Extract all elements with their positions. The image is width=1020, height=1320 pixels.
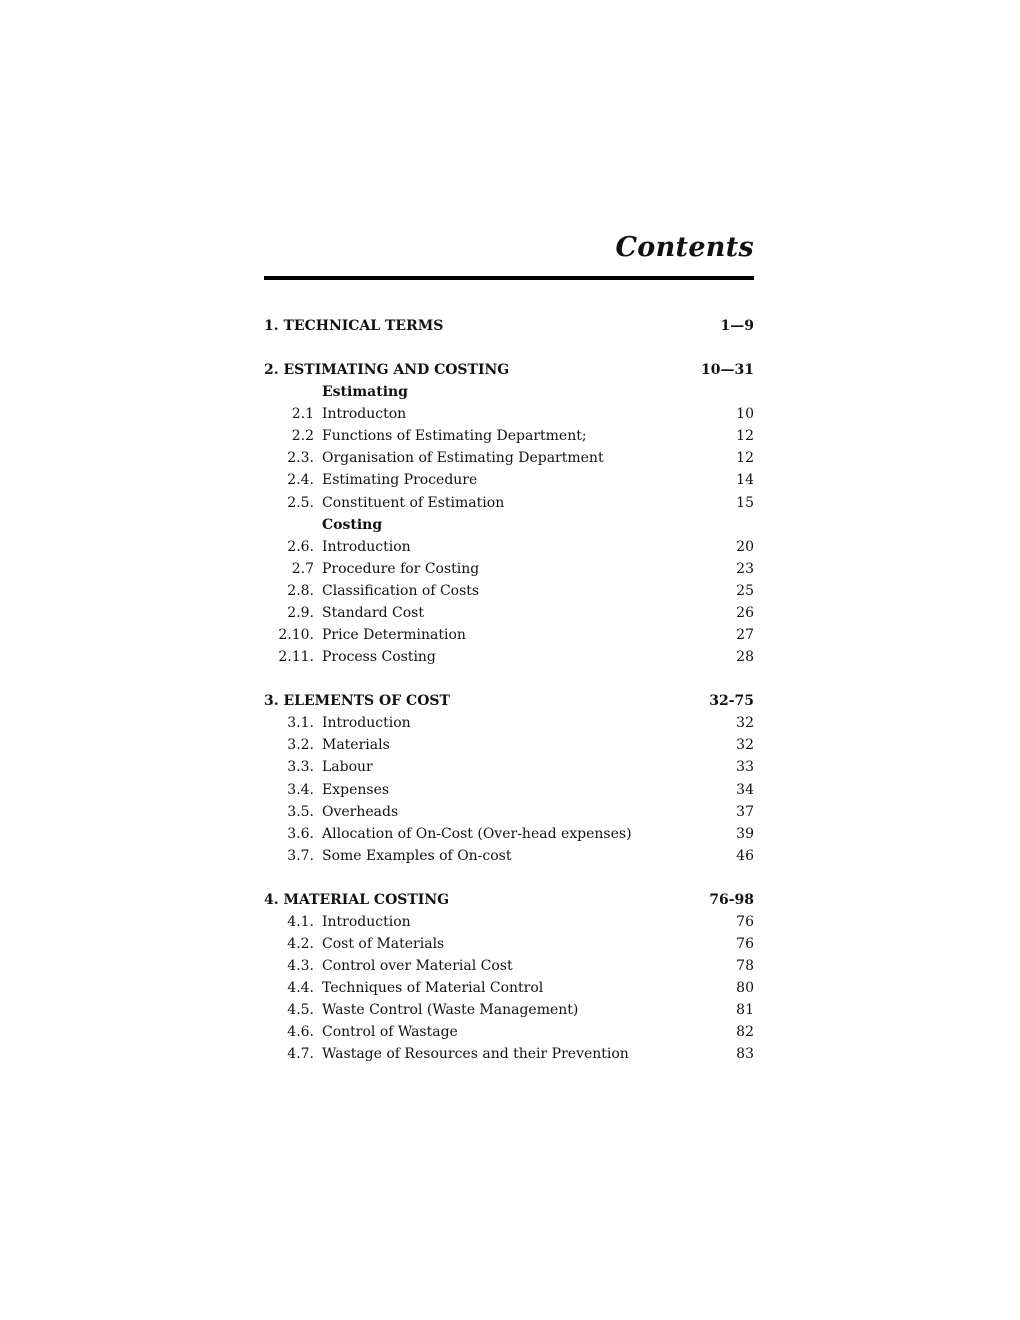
toc-item-page: 15 — [736, 494, 754, 511]
toc-item-page: 32 — [736, 715, 754, 732]
toc-item-row — [264, 646, 754, 668]
toc-item-number: 2.7 — [291, 560, 314, 577]
toc-chapter-row — [264, 315, 754, 337]
toc-item-number: 2.11. — [278, 649, 314, 666]
toc-heading-label: Estimating — [322, 384, 408, 401]
toc-item-page: 27 — [736, 627, 754, 644]
toc-item-row — [264, 734, 754, 756]
toc-item-page: 76 — [736, 913, 754, 930]
toc-item-label: Control over Material Cost — [322, 958, 513, 975]
toc-item-number: 2.5. — [287, 494, 314, 511]
toc-item-label: Introduction — [322, 538, 411, 555]
toc-item-label: Estimating Procedure — [322, 472, 478, 489]
toc-item-label: Constituent of Estimation — [322, 494, 505, 511]
toc-page-range: 10—31 — [701, 361, 754, 378]
toc-item-label: Waste Control (Waste Management) — [322, 1002, 579, 1019]
toc-item-page: 10 — [736, 406, 754, 423]
toc-item-row — [264, 580, 754, 602]
toc-page-range: 76-98 — [709, 891, 754, 908]
table-of-contents — [264, 315, 754, 1066]
toc-item-page: 76 — [736, 936, 754, 953]
toc-item-label: Procedure for Costing — [322, 560, 480, 577]
page-title: Contents — [615, 232, 754, 263]
toc-item-label: Introducton — [322, 406, 407, 423]
toc-item-label: Cost of Materials — [322, 936, 445, 953]
toc-chapter-title: 3. ELEMENTS OF COST — [264, 693, 450, 710]
toc-item-page: 80 — [736, 980, 754, 997]
toc-item-number: 4.7. — [287, 1046, 314, 1063]
toc-item-number: 3.2. — [287, 737, 314, 754]
toc-page-range: 32-75 — [709, 693, 754, 710]
toc-heading-label: Costing — [322, 516, 383, 533]
toc-item-label: Wastage of Resources and their Prevention — [322, 1046, 629, 1063]
toc-item-row — [264, 756, 754, 778]
toc-item-label: Functions of Estimating Department; — [322, 428, 587, 445]
toc-item-number: 4.5. — [287, 1002, 314, 1019]
toc-item-number: 4.4. — [287, 980, 314, 997]
toc-item-number: 2.9. — [287, 605, 314, 622]
title-rule — [264, 276, 754, 280]
toc-item-number: 3.4. — [287, 781, 314, 798]
toc-item-number: 2.8. — [287, 582, 314, 599]
toc-item-page: 14 — [736, 472, 754, 489]
toc-item-page: 12 — [736, 450, 754, 467]
toc-item-row — [264, 779, 754, 801]
toc-item-row — [264, 911, 754, 933]
toc-item-page: 20 — [736, 538, 754, 555]
toc-item-row — [264, 977, 754, 999]
toc-item-label: Control of Wastage — [322, 1024, 458, 1041]
toc-item-row — [264, 845, 754, 867]
toc-item-label: Introduction — [322, 913, 411, 930]
toc-item-page: 46 — [736, 847, 754, 864]
toc-item-label: Techniques of Material Control — [322, 980, 544, 997]
toc-item-page: 12 — [736, 428, 754, 445]
toc-item-row — [264, 712, 754, 734]
toc-item-page: 25 — [736, 582, 754, 599]
toc-item-page: 37 — [736, 803, 754, 820]
toc-item-page: 23 — [736, 560, 754, 577]
toc-item-number: 3.3. — [287, 759, 314, 776]
toc-item-label: Overheads — [322, 803, 399, 820]
toc-item-page: 39 — [736, 825, 754, 842]
toc-item-row — [264, 955, 754, 977]
toc-item-label: Process Costing — [322, 649, 436, 666]
toc-item-label: Labour — [322, 759, 373, 776]
toc-item-label: Standard Cost — [322, 605, 424, 622]
toc-item-row — [264, 624, 754, 646]
toc-item-number: 2.3. — [287, 450, 314, 467]
toc-item-number: 4.2. — [287, 936, 314, 953]
toc-item-row — [264, 558, 754, 580]
toc-item-label: Price Determination — [322, 627, 466, 644]
toc-item-row — [264, 602, 754, 624]
toc-item-row — [264, 823, 754, 845]
toc-item-page: 83 — [736, 1046, 754, 1063]
toc-item-row — [264, 469, 754, 491]
toc-item-number: 4.6. — [287, 1024, 314, 1041]
toc-item-row — [264, 933, 754, 955]
toc-item-label: Materials — [322, 737, 390, 754]
toc-item-number: 3.6. — [287, 825, 314, 842]
toc-chapter-row — [264, 889, 754, 911]
toc-item-row — [264, 999, 754, 1021]
toc-item-number: 4.3. — [287, 958, 314, 975]
toc-item-row — [264, 1021, 754, 1043]
toc-item-page: 28 — [736, 649, 754, 666]
toc-item-label: Expenses — [322, 781, 390, 798]
toc-item-page: 33 — [736, 759, 754, 776]
toc-item-number: 3.1. — [287, 715, 314, 732]
toc-item-number: 2.6. — [287, 538, 314, 555]
toc-page-range: 1—9 — [720, 318, 754, 334]
toc-item-label: Organisation of Estimating Department — [322, 450, 604, 467]
toc-item-label: Introduction — [322, 715, 411, 732]
toc-chapter-row — [264, 690, 754, 712]
toc-section-heading — [264, 514, 754, 536]
toc-item-page: 26 — [736, 605, 754, 622]
toc-chapter-title: 4. MATERIAL COSTING — [264, 891, 450, 908]
toc-item-number: 3.7. — [287, 847, 314, 864]
toc-item-number: 4.1. — [287, 913, 314, 930]
toc-item-row — [264, 801, 754, 823]
toc-item-row — [264, 536, 754, 558]
toc-item-number: 2.4. — [287, 472, 314, 489]
toc-item-number: 3.5. — [287, 803, 314, 820]
toc-item-label: Classification of Costs — [322, 582, 480, 599]
toc-item-number: 2.10. — [278, 627, 314, 644]
toc-item-row — [264, 425, 754, 447]
toc-item-number: 2.2 — [291, 428, 314, 445]
toc-chapter-title: 2. ESTIMATING AND COSTING — [264, 361, 510, 378]
toc-item-label: Allocation of On-Cost (Over-head expenses) — [322, 825, 632, 842]
toc-item-page: 34 — [736, 781, 754, 798]
toc-item-page: 78 — [736, 958, 754, 975]
toc-item-row — [264, 1043, 754, 1065]
toc-item-row — [264, 403, 754, 425]
toc-item-number: 2.1 — [291, 406, 314, 423]
toc-item-page: 81 — [736, 1002, 754, 1019]
toc-item-page: 32 — [736, 737, 754, 754]
toc-section-heading — [264, 381, 754, 403]
toc-item-row — [264, 447, 754, 469]
toc-item-page: 82 — [736, 1024, 754, 1041]
toc-item-label: Some Examples of On-cost — [322, 847, 512, 864]
toc-chapter-title: 1. TECHNICAL TERMS — [264, 318, 444, 334]
toc-item-row — [264, 492, 754, 514]
toc-chapter-row — [264, 359, 754, 381]
